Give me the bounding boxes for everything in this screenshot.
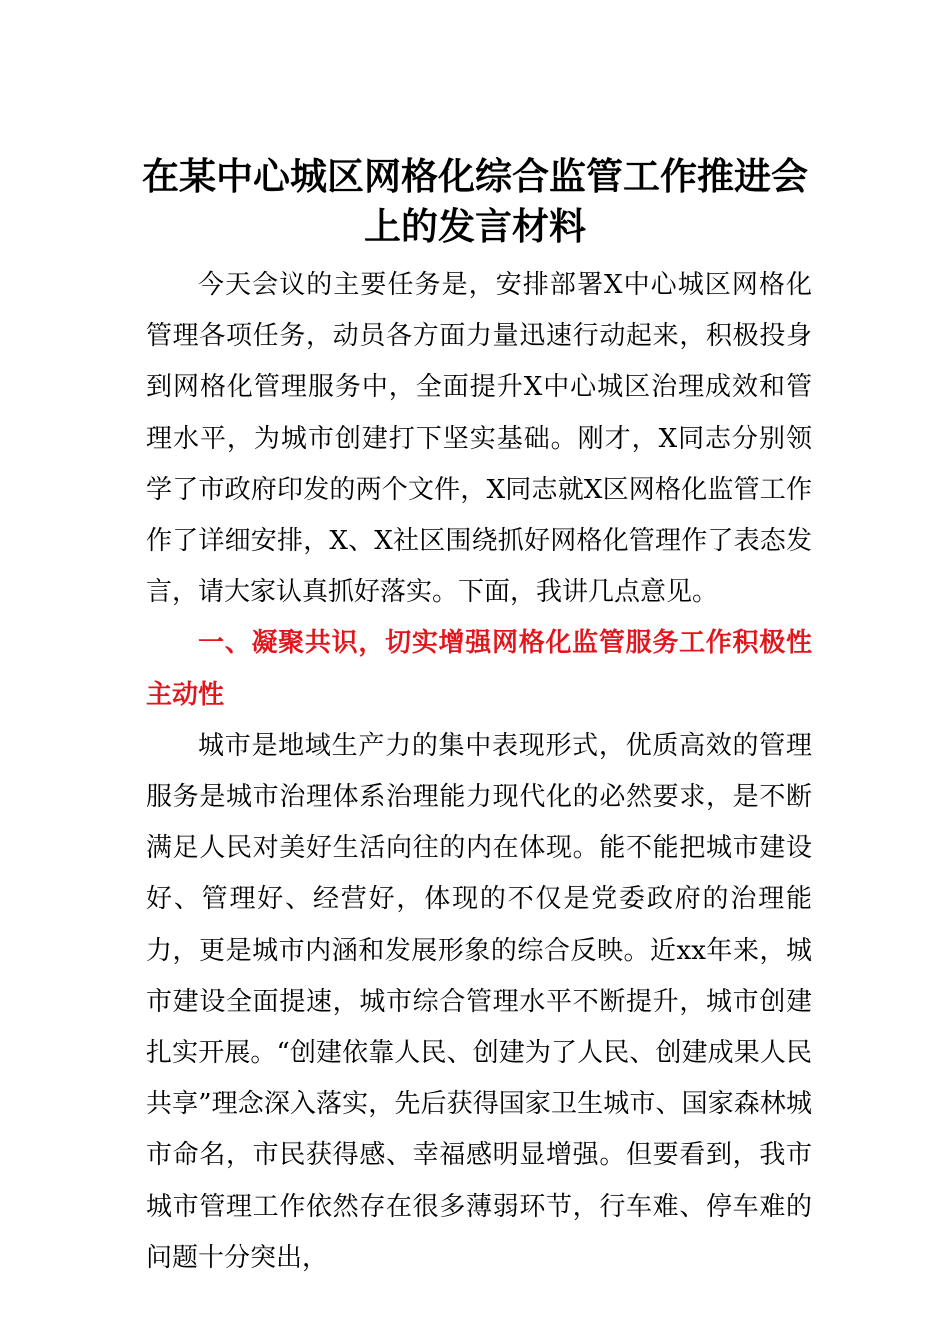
document-title-line1: 在某中心城区网格化综合监管工作推进会 — [142, 154, 808, 198]
section-1-paragraph: 城市是地域生产力的集中表现形式，优质高效的管理服务是城市治理体系治理能力现代化的必然要求，是不断满足人民对美好生活向往的内在体现。能不能把城市建设好、管理好、经营好，体现的不仅是党委政府的治理能力，更是城市内涵和发展形象的综合反映。近xx年来，城市建设全面提速，城市综合管理水平不断提升，城市创建扎实开展。“创建依靠人民、创建为了人民、创建成果人民共享”理念深入落实，先后获得国家卫生城市、国家森林城市命名，市民获得感、幸福感明显增强。但要看到，我市城市管理工作依然存在很多薄弱环节，行车难、停车难的问题十分突出， — [146, 730, 812, 1273]
document-body — [146, 260, 812, 1284]
document-title-line2: 上的发言材料 — [364, 204, 586, 248]
section-heading-1: 一、凝聚共识，切实增强网格化监管服务工作积极性主动性 — [146, 628, 812, 710]
intro-paragraph: 今天会议的主要任务是，安排部署X中心城区网格化管理各项任务，动员各方面力量迅速行动起来，积极投身到网格化管理服务中，全面提升X中心城区治理成效和管理水平，为城市创建打下坚实基础。刚才，X同志分别领学了市政府印发的两个文件，X同志就X区网格化监管工作作了详细安排，X、X社区围绕抓好网格化管理作了表态发言，请大家认真抓好落实。下面，我讲几点意见。 — [146, 270, 812, 608]
